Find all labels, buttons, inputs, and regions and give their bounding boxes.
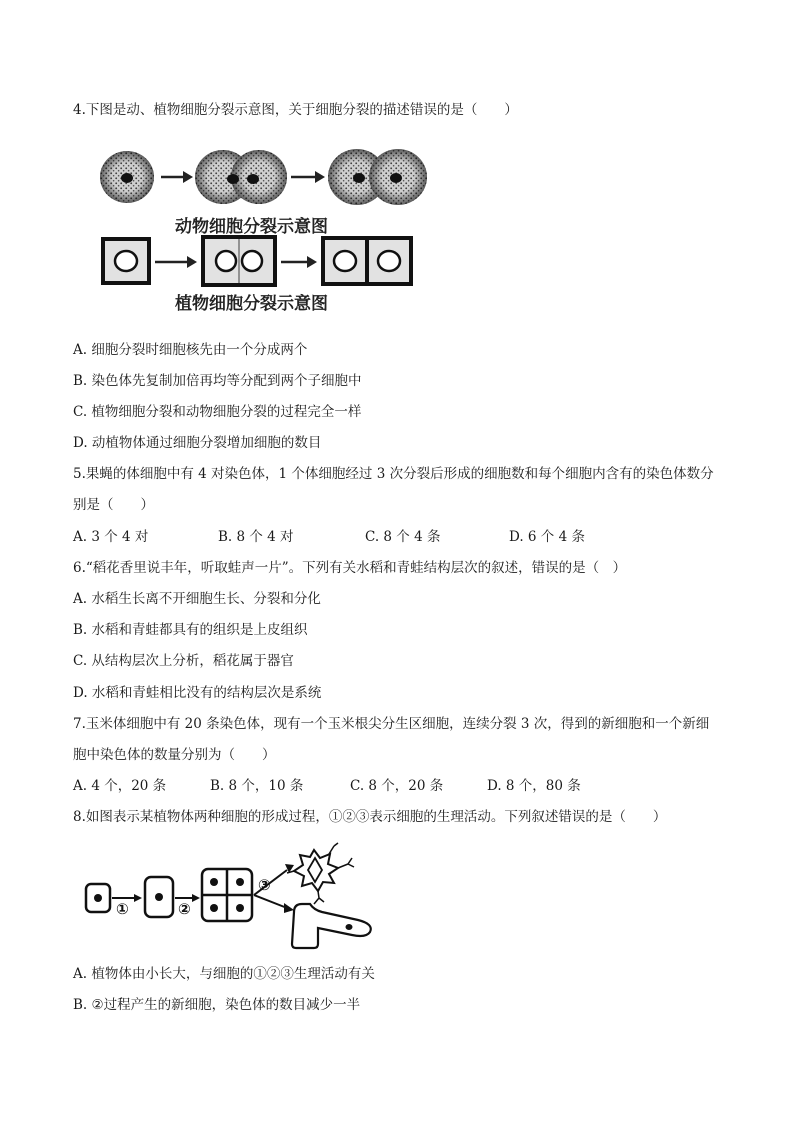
plant-cell-dividing xyxy=(203,237,275,285)
q5-stem-line2: 别是（ ） xyxy=(73,497,154,513)
q7-option-d[interactable]: D. 8 个，80 条 xyxy=(487,778,581,794)
q5-options-row xyxy=(73,528,633,546)
q7-option-b[interactable]: B. 8 个，10 条 xyxy=(210,778,304,794)
nucleus-icon xyxy=(155,893,163,901)
q5-option-b[interactable]: B. 8 个 4 对 xyxy=(218,529,294,545)
step-3-label: ③ xyxy=(258,876,271,894)
q4-option-d[interactable]: D. 动植物体通过细胞分裂增加细胞的数目 xyxy=(73,435,322,451)
q7-option-a[interactable]: A. 4 个，20 条 xyxy=(73,778,167,794)
q4-option-b[interactable]: B. 染色体先复制加倍再均等分配到两个子细胞中 xyxy=(73,373,362,389)
q5-stem-line1: 5.果蝇的体细胞中有 4 对染色体，1 个体细胞经过 3 次分裂后形成的细胞数和每个细胞内含有的染色体数分 xyxy=(73,466,714,482)
q4-stem: 4.下图是动、植物细胞分裂示意图，关于细胞分裂的描述错误的是（ ） xyxy=(73,102,518,118)
arrow-head-icon xyxy=(192,894,200,902)
nucleus-icon xyxy=(94,894,102,902)
plant-division-caption: 植物细胞分裂示意图 xyxy=(175,294,328,314)
arrow-head-icon xyxy=(315,171,325,183)
arrow-head-icon xyxy=(134,894,142,902)
arrow-icon xyxy=(254,895,287,908)
cells-divided xyxy=(202,869,252,921)
q7-options-row xyxy=(73,777,633,795)
animal-cell-1 xyxy=(100,151,154,203)
q4-cell-division-figure xyxy=(95,142,435,320)
q8-stem: 8.如图表示某植物体两种细胞的形成过程，①②③表示细胞的生理活动。下列叙述错误的是（ ） xyxy=(73,809,667,825)
q5-option-a[interactable]: A. 3 个 4 对 xyxy=(73,529,149,545)
q5-option-c[interactable]: C. 8 个 4 条 xyxy=(365,529,441,545)
animal-cells-divided xyxy=(328,149,427,205)
q7-option-c[interactable]: C. 8 个，20 条 xyxy=(350,778,444,794)
arrow-head-icon xyxy=(187,256,197,268)
q8-cell-process-figure xyxy=(82,840,382,952)
elongated-cell xyxy=(292,904,371,948)
q6-option-c[interactable]: C. 从结构层次上分析，稻花属于器官 xyxy=(73,653,294,669)
q8-option-a[interactable]: A. 植物体由小长大，与细胞的①②③生理活动有关 xyxy=(73,966,375,982)
q6-option-b[interactable]: B. 水稻和青蛙都具有的组织是上皮组织 xyxy=(73,622,308,638)
q4-option-c[interactable]: C. 植物细胞分裂和动物细胞分裂的过程完全一样 xyxy=(73,404,362,420)
animal-cell-dividing xyxy=(195,150,287,204)
q7-stem-line2: 胞中染色体的数量分别为（ ） xyxy=(73,747,276,763)
arrow-head-icon xyxy=(284,903,294,913)
plant-cells-divided xyxy=(323,238,411,284)
q5-option-d[interactable]: D. 6 个 4 条 xyxy=(509,529,585,545)
q6-stem: 6.“稻花香里说丰年，听取蛙声一片”。下列有关水稻和青蛙结构层次的叙述，错误的是（ ） xyxy=(73,560,627,576)
plant-cell-1 xyxy=(103,239,149,283)
animal-division-caption: 动物细胞分裂示意图 xyxy=(175,217,328,237)
step-1-label: ① xyxy=(116,900,129,918)
q8-option-b[interactable]: B. ②过程产生的新细胞，染色体的数目减少一半 xyxy=(73,997,361,1013)
q4-option-a[interactable]: A. 细胞分裂时细胞核先由一个分成两个 xyxy=(73,342,308,358)
q6-option-d[interactable]: D. 水稻和青蛙相比没有的结构层次是系统 xyxy=(73,685,322,701)
q7-stem-line1: 7.玉米体细胞中有 20 条染色体，现有一个玉米根尖分生区细胞，连续分裂 3 次，得到的新细胞和一个新细 xyxy=(73,716,710,732)
arrow-head-icon xyxy=(307,256,317,268)
step-2-label: ② xyxy=(178,900,191,918)
stellate-cell xyxy=(287,843,354,904)
arrow-head-icon xyxy=(183,171,193,183)
q6-option-a[interactable]: A. 水稻生长离不开细胞生长、分裂和分化 xyxy=(73,591,321,607)
